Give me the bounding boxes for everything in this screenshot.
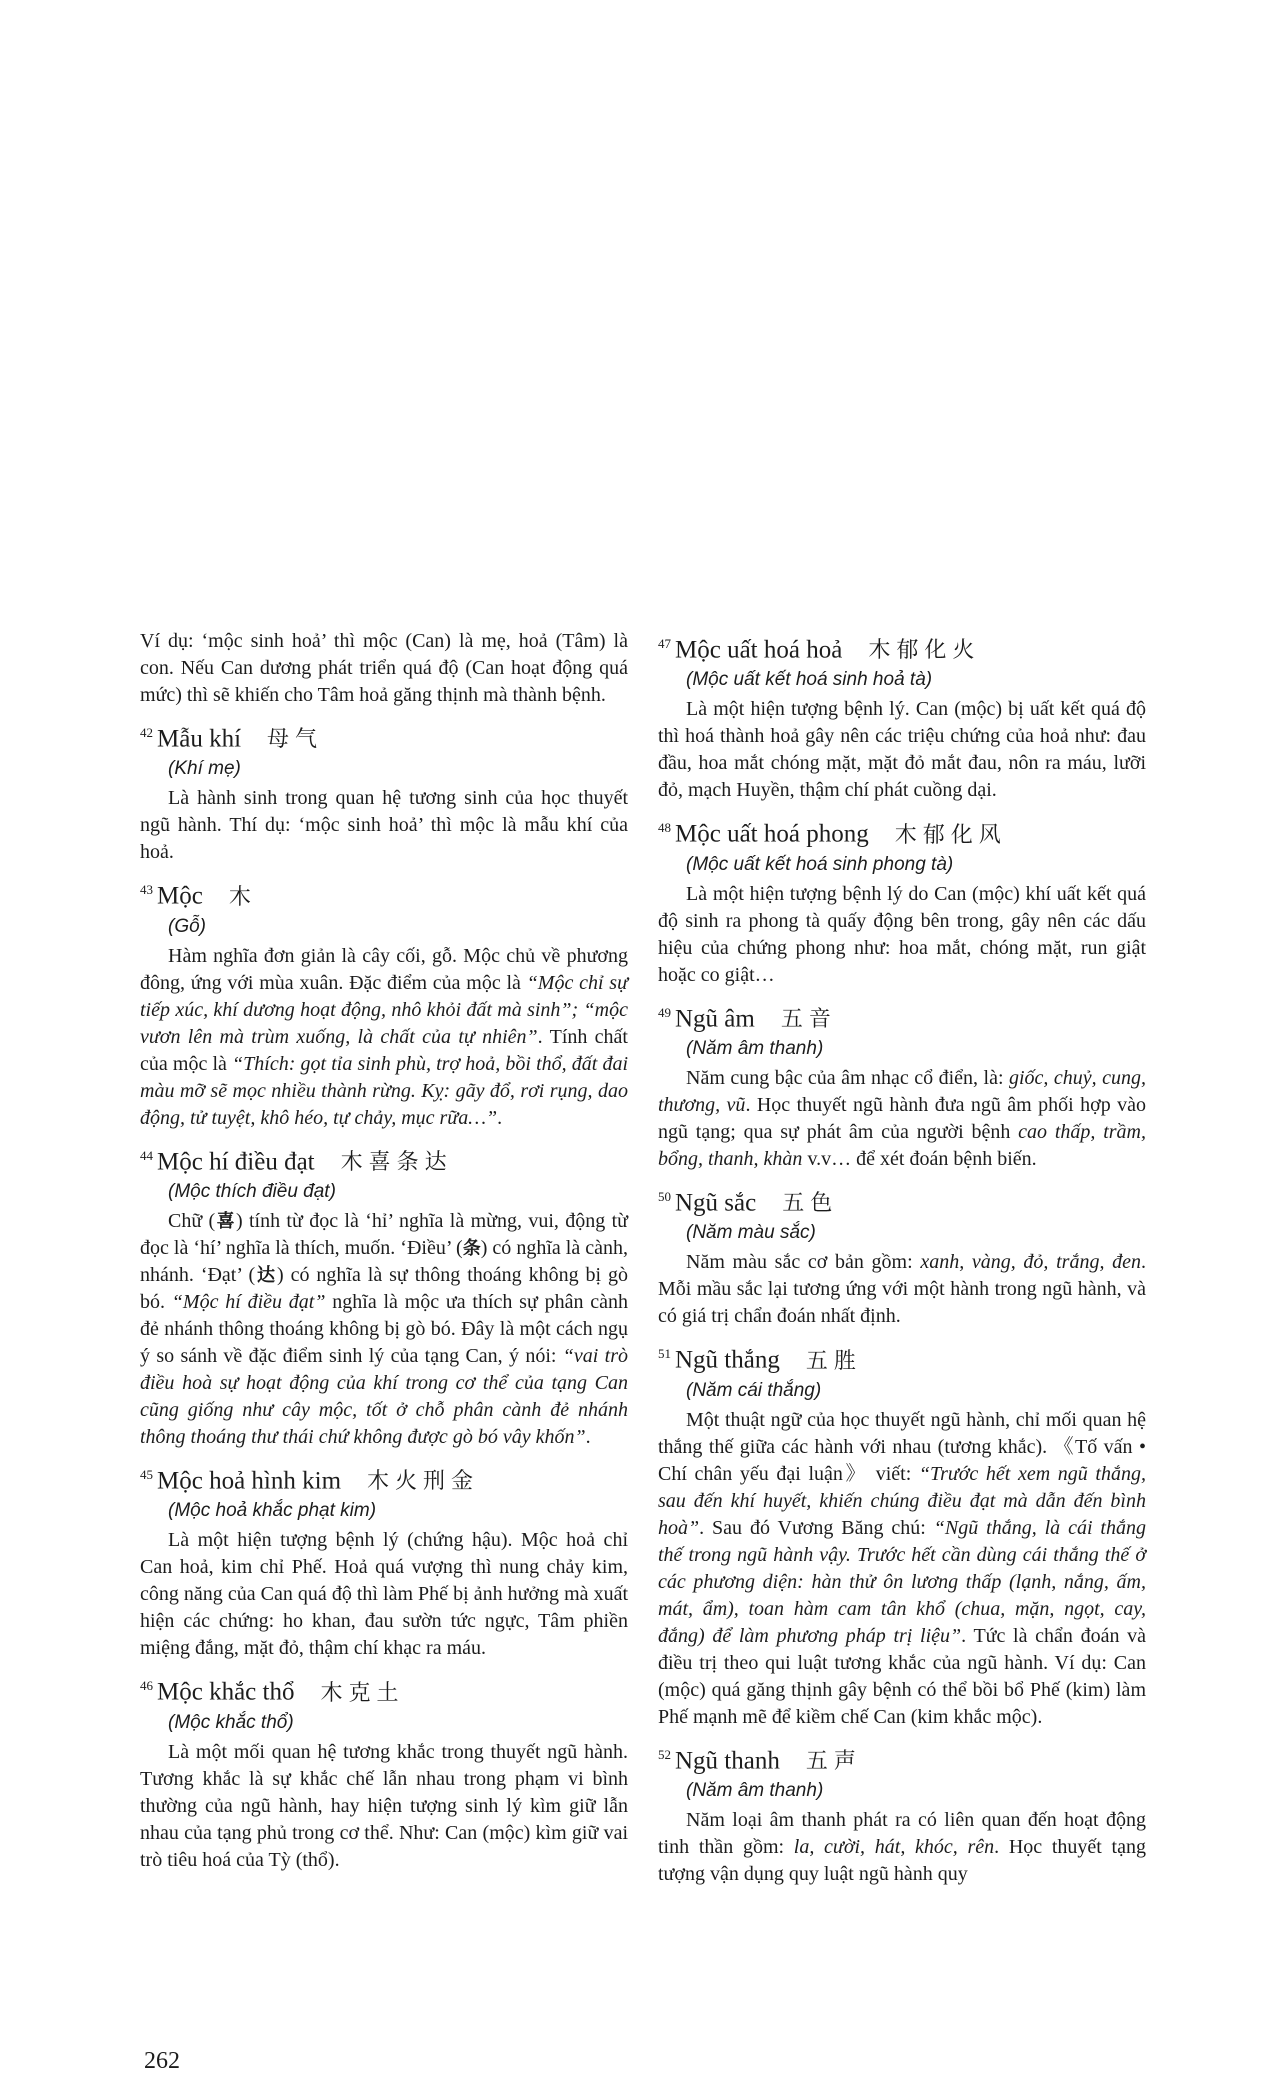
body-text: ) có nghĩa là sự thông thoáng không bị gò bó. [140,1263,629,1313]
entry-body [658,881,1146,989]
entry-term: Mộc uất hoá hoả [675,636,843,664]
entry-translation: (Năm cái thắng) [686,1379,822,1401]
body-text: Là một hiện tượng bệnh lý. Can (mộc) bị uất kết quá độ thì hoá thành hoả gây nên các triệu chứng của hoả như: đau đầu, hoa mắt chóng mặt, mặt đỏ mắt đau, nôn ra máu, lưỡi đỏ, mạch Huyền, thậm chí phát cuồng dại. [658,698,1146,802]
entry-heading [658,997,1146,1036]
entry-heading [140,874,628,913]
entry-term: Ngũ âm [675,1004,755,1032]
entry-body [658,1249,1146,1330]
entry-43 [140,874,628,1131]
entry-heading [140,1459,628,1498]
entry-body [658,1065,1146,1173]
entry-body [658,1407,1146,1731]
entry-hanzi: 母气 [267,727,324,753]
entry-50 [658,1181,1146,1330]
body-emphasis: la, cười, hát, khóc, rên [793,1835,995,1858]
entry-number: 50 [658,1188,671,1204]
entry-term: Mộc uất hoá phong [675,820,869,848]
entry-heading [658,1739,1146,1778]
entry-hanzi: 木火刑金 [367,1469,480,1495]
body-text: Năm cung bậc của âm nhạc cổ điển, là: [686,1066,1009,1089]
body-text: Là hành sinh trong quan hệ tương sinh của học thuyết ngũ hành. Thí dụ: ‘mộc sinh hoả’ thì mộc là mẫu khí của hoả. [140,787,628,864]
entry-body [658,696,1146,804]
inline-hanzi: 喜 [215,1210,236,1232]
body-text: . Tính chất của mộc là [140,1025,628,1075]
entry-hanzi: 五色 [782,1191,839,1217]
entry-term: Ngũ thanh [675,1746,780,1774]
entry-47 [658,628,1146,804]
body-text: v.v… để xét đoán bệnh biến. [802,1147,1037,1170]
entry-hanzi: 五胜 [805,1348,862,1374]
body-text: Là một hiện tượng bệnh lý (chứng hậu). Mộc hoả chỉ Can hoả, kim chỉ Phế. Hoả quá vượng thì nung chảy kim, công năng của Can quá độ thì làm Phế bị ảnh hưởng mà xuất hiện các chứng: ho khan, đau sườn tức ngực, Tâm phiền miệng đắng, mặt đỏ, thậm chí khạc ra máu. [140,1529,628,1660]
body-quote: “Mộc hí điều đạt” [171,1290,326,1313]
entry-translation: (Khí mẹ) [168,758,241,780]
entry-term: Mẫu khí [157,725,242,753]
entry-translation: (Gỗ) [168,915,206,937]
entry-48 [658,812,1146,988]
entry-heading [140,717,628,756]
entry-number: 47 [658,636,671,651]
body-text: nghĩa là mộc ưa thích sự phân cành đẻ nhánh thông thoáng không bị gò bó. Đây là một cách ngụ ý so sánh về đặc điểm sinh lý của tạng Can, ý nói: [140,1290,629,1367]
left-column [140,628,628,1882]
entry-heading [140,1670,628,1709]
body-text: Chữ ( [168,1209,216,1232]
body-text: Một thuật ngữ của học thuyết ngũ hành, chỉ mối quan hệ thắng thế giữa các hành với nhau (tương khắc). 《Tố vấn • Chí chân yếu đại luận》 viết: [658,1408,1146,1485]
entry-heading [658,628,1146,667]
entry-heading [658,1181,1146,1220]
entry-number: 46 [140,1678,153,1694]
entry-translation: (Năm màu sắc) [686,1222,816,1244]
entry-45 [140,1459,628,1662]
entry-body [140,1527,628,1662]
inline-hanzi: 达 [255,1264,277,1286]
entry-49 [658,997,1146,1173]
entry-number: 48 [658,820,671,836]
entry-translation: (Năm âm thanh) [686,1037,824,1059]
body-text: . Tức là chẩn đoán và điều trị theo qui luật tương khắc của ngũ hành. Ví dụ: Can (mộc) quá găng thịnh gây bệnh có thể bồi bổ Phế (kim) làm Phế mạnh mẽ để kiềm chế Can (kim khắc mộc). [658,1624,1146,1728]
entry-hanzi: 木 [228,884,257,910]
body-quote: “Thích: gọt tỉa sinh phù, trợ hoả, bồi thổ, đất đai màu mỡ sẽ mọc nhiều thành rừng. Kỵ: gãy đổ, rơi rụng, dao động, tử tuyệt, khô héo, tự chảy, mục rữa…” [140,1052,629,1129]
entry-hanzi: 木郁化火 [868,638,981,664]
entry-heading [658,812,1146,851]
inline-hanzi: 条 [462,1237,481,1259]
entry-body [140,943,628,1132]
entry-translation: (Mộc hoả khắc phạt kim) [168,1500,377,1522]
right-column [658,628,1146,1896]
entry-term: Mộc hí điều đạt [157,1147,315,1175]
entry-51 [658,1338,1146,1730]
entry-translation: (Mộc khắc thổ) [168,1711,294,1733]
entry-number: 49 [658,1004,671,1020]
entry-translation: (Mộc uất kết hoá sinh phong tà) [686,853,954,875]
entry-46 [140,1670,628,1873]
entry-number: 52 [658,1746,671,1762]
body-text: Là một hiện tượng bệnh lý do Can (mộc) khí uất kết quá độ sinh ra phong tà quấy động bên trong, gây nên các dấu hiệu của chứng phong như: hoa mắt, chóng mặt, run giật hoặc co giật… [658,882,1146,986]
entry-translation: (Mộc uất kết hoá sinh hoả tà) [686,669,933,691]
entry-hanzi: 木郁化风 [894,822,1007,848]
entry-44 [140,1140,628,1451]
entry-body [658,1807,1146,1888]
body-text: Năm loại âm thanh phát ra có liên quan đến hoạt động tinh thần gồm: [658,1808,1146,1858]
body-text: Năm màu sắc cơ bản gồm: [686,1251,921,1274]
entry-hanzi: 五声 [805,1748,862,1774]
entry-hanzi: 木喜条达 [340,1149,453,1175]
entry-body [140,1739,628,1874]
entry-number: 51 [658,1346,671,1362]
entry-term: Mộc hoả hình kim [157,1467,342,1495]
body-text: . Sau đó Vương Băng chú: [699,1516,934,1539]
entry-translation: (Mộc thích điều đạt) [168,1180,336,1202]
body-emphasis: cao thấp, trầm, bổng, thanh, khàn [658,1120,1146,1170]
entry-hanzi: 五音 [780,1006,837,1032]
entry-42 [140,717,628,866]
body-text: . Học thuyết ngũ hành đưa ngũ âm phối hợp vào ngũ tạng; qua sự phát âm của người bệnh [658,1093,1146,1143]
entry-hanzi: 木克土 [320,1680,405,1706]
entry-number: 45 [140,1466,153,1482]
entry-term: Mộc [157,882,203,910]
entry-translation: (Năm âm thanh) [686,1779,824,1801]
entry-body [140,785,628,866]
body-text: . Mỗi mầu sắc lại tương ứng với một hành trong ngũ hành, và có giá trị chẩn đoán nhất định. [658,1251,1146,1328]
body-emphasis: xanh, vàng, đỏ, trắng, đen [920,1251,1141,1274]
entry-number: 42 [140,725,153,740]
body-text: . [497,1106,503,1129]
body-text: Hàm nghĩa đơn giản là cây cối, gỗ. Mộc chủ về phương đông, ứng với mùa xuân. Đặc điểm của mộc là [140,944,628,994]
body-text: ) có nghĩa là cành, nhánh. ‘Đạt’ ( [140,1236,628,1286]
body-text: . Học thuyết tạng tượng vận dụng quy luật ngũ hành quy [658,1835,1146,1885]
body-text: Là một mối quan hệ tương khắc trong thuyết ngũ hành. Tương khắc là sự khắc chế lẫn nhau trong phạm vi bình thường của ngũ hành, hay hiện tượng sinh lý kìm giữ lẫn nhau của tạng phủ trong cơ thể. Như: Can (mộc) kìm giữ vai trò tiêu hoá của Tỳ (thổ). [140,1740,628,1871]
entry-body [140,1208,628,1451]
body-text: . [585,1425,591,1448]
body-text: ) tính từ đọc là ‘hỉ’ nghĩa là mừng, vui, động từ đọc là ‘hí’ nghĩa là thích, muốn. ‘Điều’ ( [140,1209,629,1259]
body-emphasis: giốc, chuỷ, cung, thương, vũ [658,1066,1146,1116]
entry-term: Ngũ sắc [675,1189,757,1217]
body-quote: “Ngũ thắng, là cái thắng thế trong ngũ hành vậy. Trước hết cần dùng cái thắng thế ở các phương diện: hàn thử ôn lương thấp (lạnh, nắng, ấm, mát, ẩm), toan hàm cam tân khổ (chua, mặn, ngọt, cay, đắng) để làm phương pháp trị liệu” [658,1516,1146,1647]
intro-paragraph: Ví dụ: ‘mộc sinh hoả’ thì mộc (Can) là mẹ, hoả (Tâm) là con. Nếu Can dương phát triển quá độ (Can hoạt động quá mức) thì sẽ khiến cho Tâm hoả găng thịnh mà thành bệnh. [140,630,628,706]
body-quote: “Trước hết xem ngũ thắng, sau đến khí huyết, khiến chúng điều đạt mà dẫn đến bình hoà” [658,1462,1146,1539]
body-quote: “Mộc chỉ sự tiếp xúc, khí dương hoạt động, nhô khỏi đất mà sinh”; “mộc vươn lên mà trùm xuống, là chất của tự nhiên” [140,971,628,1048]
entry-heading [140,1140,628,1179]
body-quote: “vai trò điều hoà sự hoạt động của khí trong cơ thể của tạng Can cũng giống như cây mộc, tốt ở chỗ phân cành đẻ nhánh thông thoáng thư thái chứ không được gò bó vây khốn” [140,1344,628,1448]
entry-number: 44 [140,1147,153,1163]
entry-heading [658,1338,1146,1377]
entry-term: Mộc khắc thổ [157,1678,295,1706]
entry-term: Ngũ thắng [675,1346,780,1374]
entry-52 [658,1739,1146,1888]
page-number: 262 [144,2048,180,2074]
entry-number: 43 [140,882,153,898]
